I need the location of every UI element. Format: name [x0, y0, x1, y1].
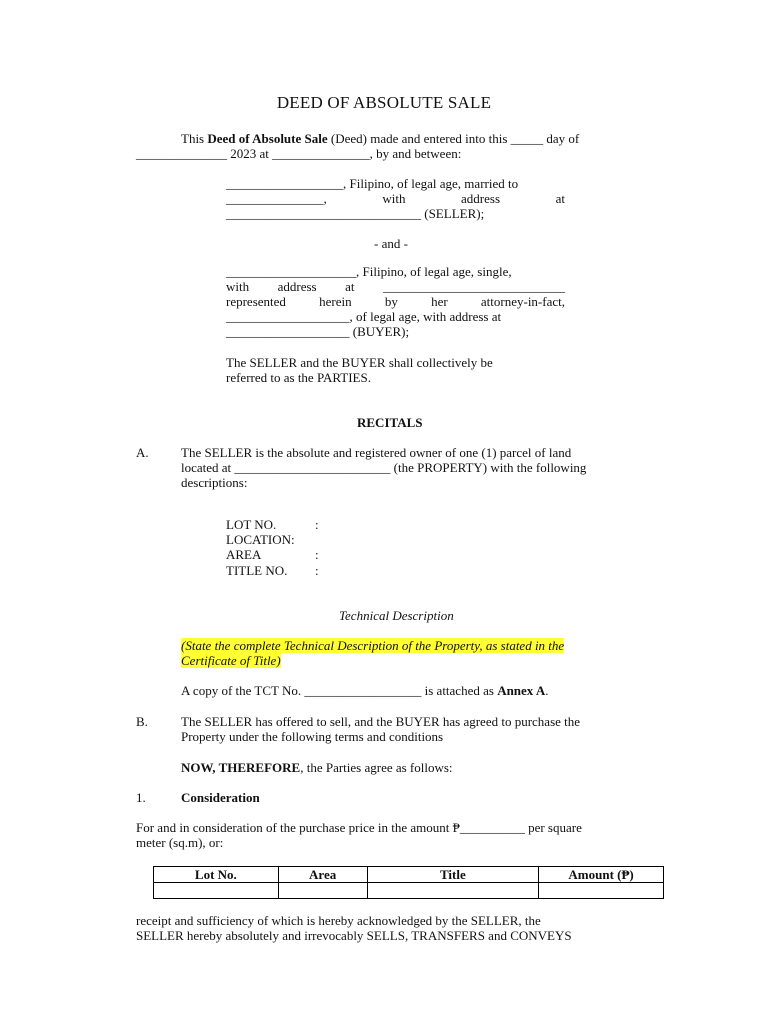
table-row [154, 883, 664, 899]
table-header-area: Area [278, 867, 367, 883]
lot-no-colon: : [315, 517, 319, 532]
seller-address: address [461, 191, 501, 206]
highlight-text-1: (State the complete Technical Description of the Property, as stated in the [181, 638, 565, 653]
recital-a-line-2: located at ________________________ (the PROPERTY) with the following [181, 460, 587, 475]
section-1-heading-text: Consideration [181, 790, 260, 805]
deed-name-bold: Deed of Absolute Sale [207, 131, 328, 146]
document-title: DEED OF ABSOLUTE SALE [276, 93, 492, 112]
tct-line [181, 683, 548, 698]
buyer-line-2 [226, 279, 565, 294]
buyer-herein: herein [319, 294, 352, 309]
recital-b-line-1: The SELLER has offered to sell, and the BUYER has agreed to purchase the [181, 714, 581, 729]
recital-a-marker: A. [136, 445, 149, 460]
recital-a-line-1: The SELLER is the absolute and registered owner of one (1) parcel of land [181, 445, 572, 460]
intro-line-2: ______________ 2023 at _______________, by and between: [136, 146, 462, 161]
intro-text-cont: (Deed) made and entered into this _____ day of [327, 131, 580, 146]
highlight-text-2: Certificate of Title) [181, 653, 281, 668]
seller-line-3: ______________________________ (SELLER); [226, 206, 485, 221]
area-colon: : [315, 547, 319, 562]
seller-with: with [382, 191, 406, 206]
buyer-her: her [431, 294, 448, 309]
highlight-line-2 [181, 653, 281, 668]
buyer-address-blank: ____________________________ [382, 279, 565, 294]
annex-a-bold: Annex A [497, 683, 546, 698]
seller-at: at [555, 191, 565, 206]
table-cell-area [278, 883, 367, 899]
buyer-line-4: ___________________, of legal age, with address at [226, 309, 502, 324]
receipt-line-2: SELLER hereby absolutely and irrevocably SELLS, TRANSFERS and CONVEYS [136, 928, 572, 943]
intro-text: This [181, 131, 208, 146]
recitals-heading [357, 415, 423, 430]
parties-line-2: referred to as the PARTIES. [226, 370, 371, 385]
buyer-line-5: ___________________ (BUYER); [226, 324, 410, 339]
consideration-line-1: For and in consideration of the purchase price in the amount ₱__________ per square [136, 820, 582, 835]
tct-period: . [545, 683, 549, 698]
buyer-address: address [277, 279, 317, 294]
buyer-attorney: attorney-in-fact, [480, 294, 565, 309]
consideration-line-2: meter (sq.m), or: [136, 835, 224, 850]
recital-b-marker: B. [136, 714, 148, 729]
title-no-label: TITLE NO. [226, 563, 288, 578]
buyer-at: at [345, 279, 355, 294]
section-1-heading [181, 790, 260, 805]
buyer-line-1: ____________________, Filipino, of legal age, single, [226, 264, 512, 279]
lot-table [153, 866, 664, 899]
recital-a-line-3: descriptions: [181, 475, 248, 490]
highlight-line-1 [181, 638, 564, 653]
table-header-title: Title [367, 867, 539, 883]
technical-description-heading: Technical Description [339, 608, 454, 623]
buyer-by: by [384, 294, 398, 309]
table-header-row [154, 867, 664, 883]
table-cell-amount [539, 883, 664, 899]
buyer-line-3 [226, 294, 565, 309]
recitals-heading-text: RECITALS [357, 415, 423, 430]
buyer-with: with [226, 279, 250, 294]
table-cell-title [367, 883, 539, 899]
title-no-colon: : [315, 563, 319, 578]
seller-blank: _______________, [226, 191, 327, 206]
buyer-represented: represented [226, 294, 286, 309]
now-therefore-bold: NOW, THEREFORE [181, 760, 301, 775]
tct-text: A copy of the TCT No. __________________ is attached as [181, 683, 498, 698]
area-label: AREA [226, 547, 262, 562]
table-cell-lot-no [154, 883, 279, 899]
section-1-marker: 1. [136, 790, 146, 805]
now-therefore-line [181, 760, 453, 775]
parties-line-1: The SELLER and the BUYER shall collectively be [226, 355, 493, 370]
seller-line-2 [226, 191, 565, 206]
location-label: LOCATION: [226, 532, 295, 547]
table-header-lot-no: Lot No. [154, 867, 279, 883]
intro-line-1 [181, 131, 655, 146]
lot-no-label: LOT NO. [226, 517, 277, 532]
seller-line-1: __________________, Filipino, of legal age, married to [226, 176, 519, 191]
and-separator: - and - [374, 236, 408, 251]
now-therefore-text: , the Parties agree as follows: [300, 760, 453, 775]
receipt-line-1: receipt and sufficiency of which is hereby acknowledged by the SELLER, the [136, 913, 541, 928]
recital-b-line-2: Property under the following terms and conditions [181, 729, 444, 744]
table-header-amount: Amount (₱) [539, 867, 664, 883]
